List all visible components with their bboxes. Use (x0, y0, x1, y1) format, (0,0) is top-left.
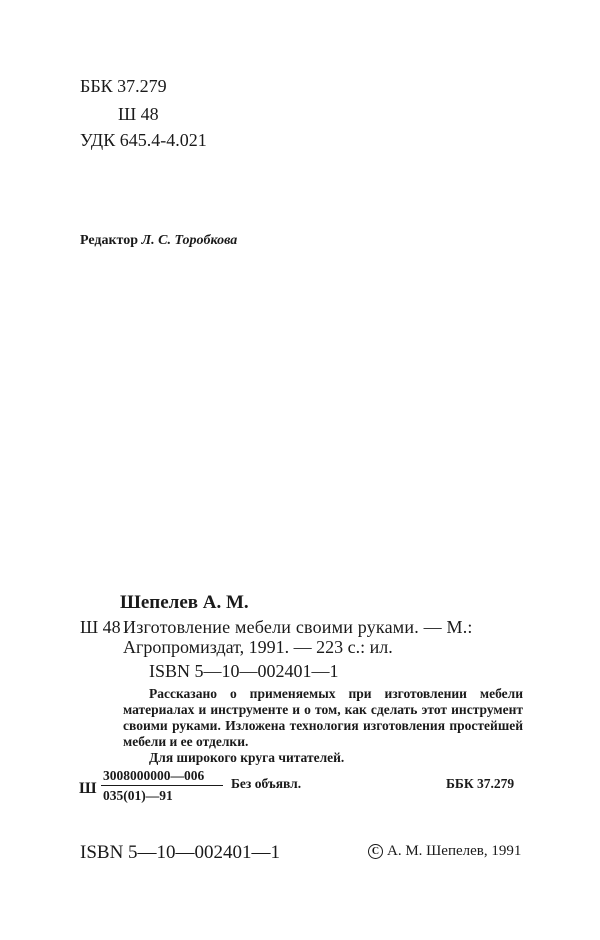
author-mark: Ш 48 (118, 104, 159, 124)
copyright-icon: C (368, 844, 383, 859)
editor-line (80, 233, 237, 249)
footer-isbn: ISBN 5—10—002401—1 (80, 842, 281, 863)
card-author-mark: Ш 48 (80, 617, 121, 637)
card-title-line-2: Агропромиздат, 1991. — 223 с.: ил. (123, 637, 393, 657)
editor-name: Л. С. Торобкова (141, 233, 238, 248)
code-denominator: 035(01)—91 (103, 788, 173, 803)
copyright-line (368, 843, 521, 860)
bbk-classification: ББК 37.279 (80, 76, 167, 96)
no-announcement-label: Без объявл. (231, 776, 302, 791)
card-author: Шепелев А. М. (120, 592, 249, 613)
copyright-text: А. М. Шепелев, 1991 (387, 843, 522, 859)
publishing-code (101, 768, 223, 804)
code-letter: Ш (79, 780, 97, 797)
editor-role: Редактор (80, 233, 139, 248)
card-isbn: ISBN 5—10—002401—1 (149, 661, 339, 681)
udk-classification: УДК 645.4-4.021 (80, 130, 207, 150)
card-title-line-1: Изготовление мебели своими руками. — М.: (123, 617, 473, 637)
audience-note: Для широкого круга читателей. (149, 750, 345, 765)
annotation-paragraph: Рассказано о применяемых при изготовлении мебели материалах и инструменте и о том, как сделать этот инструмент своими руками. Изложена технология изготовления простейшей мебели и ее отделки. (123, 686, 523, 749)
card-annotation (123, 686, 523, 766)
code-numerator: 3008000000—006 (101, 768, 223, 786)
card-bbk: ББК 37.279 (446, 776, 515, 791)
